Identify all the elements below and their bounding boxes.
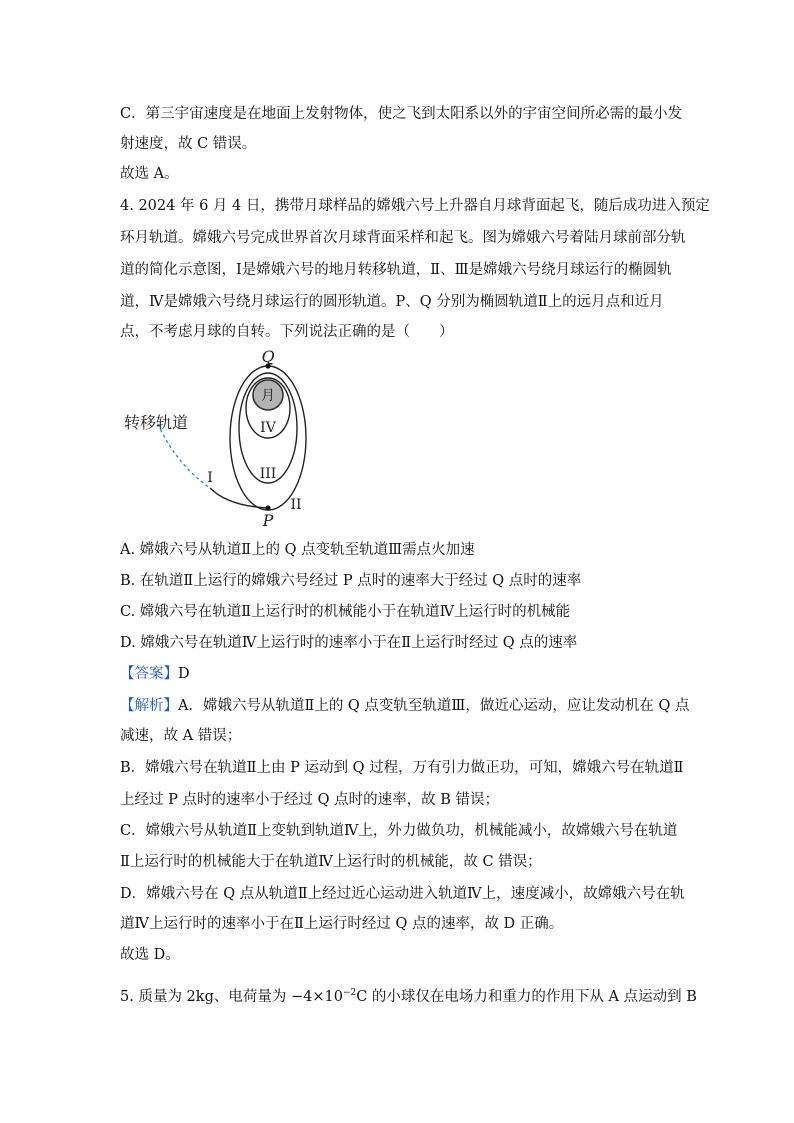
q4-analysis-line-4: 上经过 P 点时的速率小于经过 Q 点时的速率，故 B 错误；: [120, 792, 499, 808]
q4-analysis-line-1: [120, 696, 690, 716]
q4-option-a: A. 嫦娥六号从轨道Ⅱ上的 Q 点变轨至轨道Ⅲ需点火加速: [120, 542, 475, 558]
q4-stem-line-1: 4. 2024 年 6 月 4 日，携带月球样品的嫦娥六号上升器自月球背面起飞，随后成功进入预定: [120, 198, 710, 214]
orbit-2-label: II: [290, 497, 302, 513]
analysis-first-text: A．嫦娥六号从轨道Ⅱ上的 Q 点变轨至轨道Ⅲ，做近心运动，应让发动机在 Q 点: [178, 698, 690, 714]
orbit-1-path: [210, 488, 268, 508]
orbit-1-label: I: [207, 470, 213, 486]
q5-stem-line-1: [120, 983, 697, 1007]
transfer-label: 转移轨道: [124, 413, 189, 432]
q4-analysis-line-2: 减速，故 A 错误；: [120, 728, 242, 744]
prev-option-c-line2: 射速度，故 C 错误。: [120, 136, 257, 152]
prev-conclusion: 故选 A。: [120, 166, 179, 182]
q4-option-c: C. 嫦娥六号在轨道Ⅱ上运行时的机械能小于在轨道Ⅳ上运行时的机械能: [120, 604, 571, 620]
q4-stem-line-4: 道，Ⅳ是嫦娥六号绕月球运行的圆形轨道。P、Q 分别为椭圆轨道Ⅱ上的远月点和近月: [120, 294, 664, 310]
q4-option-d: D. 嫦娥六号在轨道Ⅳ上运行时的速率小于在Ⅱ上运行时经过 Q 点的速率: [120, 635, 578, 651]
transfer-dashed-path: [158, 424, 210, 488]
q4-conclusion: 故选 D。: [120, 947, 180, 963]
moon-label: 月: [261, 388, 275, 404]
q4-option-b: B. 在轨道Ⅱ上运行的嫦娥六号经过 P 点时的速率大于经过 Q 点时的速率: [120, 573, 582, 589]
answer-value: D: [178, 666, 190, 682]
analysis-tag: 【解析】: [120, 698, 178, 714]
orbit-3-label: III: [259, 466, 277, 482]
point-p-label: P: [262, 511, 274, 530]
q4-analysis-line-3: B．嫦娥六号在轨道Ⅱ上由 P 运动到 Q 过程，万有引力做正功，可知，嫦娥六号在轨道Ⅱ: [120, 760, 684, 776]
q5-exponent: −2: [342, 988, 357, 998]
q4-analysis-line-5: C．嫦娥六号从轨道Ⅱ上变轨到轨道Ⅳ上，外力做负功，机械能减小，故嫦娥六号在轨道: [120, 823, 678, 839]
prev-option-c-line1: C．第三宇宙速度是在地面上发射物体，使之飞到太阳系以外的宇宙空间所必需的最小发: [120, 106, 683, 122]
q4-answer: [120, 664, 190, 684]
q4-stem-line-3: 道的简化示意图，Ⅰ是嫦娥六号的地月转移轨道，Ⅱ、Ⅲ是嫦娥六号绕月球运行的椭圆轨: [120, 262, 672, 278]
q5-part2: C 的小球仅在电场力和重力的作用下从 A 点运动到 B: [356, 989, 697, 1005]
q4-analysis-line-7: D．嫦娥六号在 Q 点从轨道Ⅱ上经过近心运动进入轨道Ⅳ上，速度减小，故嫦娥六号在轨: [120, 886, 685, 902]
answer-tag: 【答案】: [120, 666, 178, 682]
orbit-4-label: IV: [260, 420, 276, 436]
point-p-dot: [265, 505, 270, 510]
q4-stem-line-2: 环月轨道。嫦娥六号完成世界首次月球背面采样和起飞。图为嫦娥六号着陆月球前部分轨: [120, 230, 686, 246]
orbit-diagram: [118, 346, 318, 530]
q4-analysis-line-8: 道Ⅳ上运行时的速率小于在Ⅱ上运行时经过 Q 点的速率，故 D 正确。: [120, 916, 564, 932]
q5-part1: 5. 质量为 2kg、电荷量为 −4×10: [120, 989, 343, 1005]
q4-analysis-line-6: Ⅱ上运行时的机械能大于在轨道Ⅳ上运行时的机械能，故 C 错误；: [120, 854, 542, 870]
point-q-label: Q: [261, 347, 275, 366]
q4-stem-line-5: 点，不考虑月球的自转。下列说法正确的是（ ）: [120, 324, 454, 340]
